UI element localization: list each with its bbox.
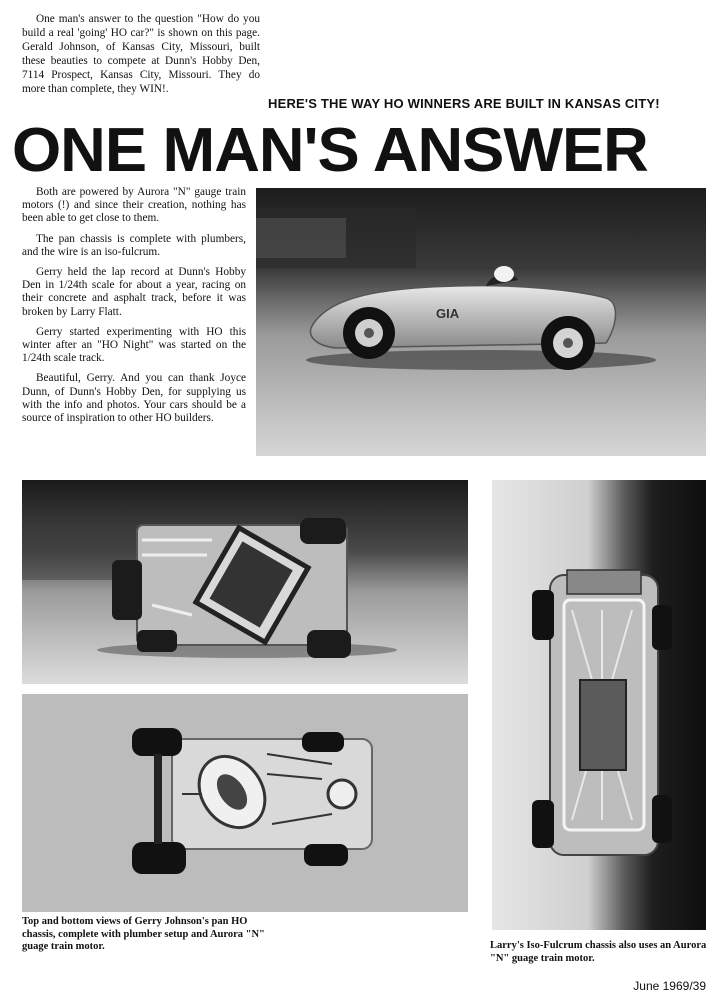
photo-car-side-view [256,188,706,456]
page-title: ONE MAN'S ANSWER [12,116,648,185]
photo-iso-fulcrum-chassis [492,480,706,930]
body-paragraph: The pan chassis is complete with plumbers, and the wire is an iso-fulcrum. [22,232,246,258]
kicker-headline: HERE'S THE WAY HO WINNERS ARE BUILT IN KANSAS CITY! [268,96,660,111]
caption-pan-chassis: Top and bottom views of Gerry Johnson's pan HO chassis, complete with plumber setup and Aurora "N" guage train motor. [22,916,265,952]
photo-chassis-bottom-view [22,694,468,912]
body-paragraph: Gerry held the lap record at Dunn's Hobby Den in 1/24th scale for about a year, racing on their concrete and asphalt track, before it was broken by Larry Flatt. [22,266,246,318]
body-paragraph: Both are powered by Aurora "N" gauge train motors (!) and since their creation, nothing has been able to get close to them. [22,186,246,225]
page-folio: June 1969/39 [633,979,706,993]
intro-paragraph: One man's answer to the question "How do you build a real 'going' HO car?" is shown on this page. Gerald Johnson, of Kansas City, Missouri, built these beauties to compete at Dunn's Hobby Den, 7114 Prospect, Kansas City, Missouri. They do more than complete, they WIN!. [22,13,260,95]
photo-chassis-top-view [22,480,468,684]
car-badge-text: GIA [436,306,460,321]
body-text [22,186,246,432]
body-paragraph: Beautiful, Gerry. And you can thank Joyce Dunn, of Dunn's Hobby Den, for supplying us with the info and photos. Your cars should be a source of inspiration to other HO builders. [22,372,246,425]
body-paragraph: Gerry started experimenting with HO this winter after an "HO Night" was started on the 1/24th scale track. [22,325,246,365]
caption-iso-fulcrum: Larry's Iso-Fulcrum chassis also uses an Aurora "N" guage train motor. [490,940,707,964]
